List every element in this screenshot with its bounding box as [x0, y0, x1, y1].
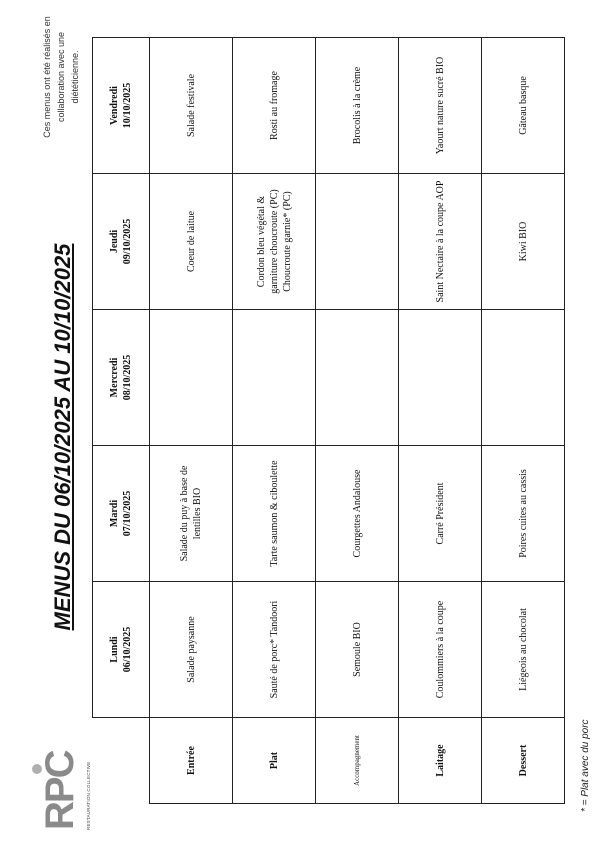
day-name: Jeudi: [109, 229, 120, 254]
course-label: Laitage: [399, 718, 482, 804]
menu-cell: Brocolis à la crème: [316, 38, 399, 174]
menu-cell: Salade festivale: [150, 38, 233, 174]
day-date: 07/10/2025: [122, 490, 133, 537]
pork-footnote: * = Plat avec du porc: [580, 719, 591, 812]
menu-cell: Gâteau basque: [482, 38, 565, 174]
course-label: Dessert: [482, 718, 565, 804]
dietitian-note: Ces menus ont été réalisés en collaboration avec une diététicienne.: [42, 16, 80, 138]
menu-cell: Carré Président: [399, 446, 482, 582]
page-title: MENUS DU 06/10/2025 AU 10/10/2025: [50, 243, 75, 631]
menu-cell: Yaourt nature sucré BIO: [399, 38, 482, 174]
day-header-row: [93, 38, 150, 804]
menu-cell: Tarte saumon & ciboulette: [233, 446, 316, 582]
menu-cell: [233, 310, 316, 446]
course-label: Plat: [233, 718, 316, 804]
day-name: Vendredi: [109, 86, 120, 125]
menu-cell: [399, 310, 482, 446]
menu-cell: Rosti au fromage: [233, 38, 316, 174]
day-header: [93, 446, 150, 582]
day-date: 10/10/2025: [122, 82, 133, 129]
course-row-laitage: [399, 38, 482, 804]
menu-cell: Courgettes Andalouse: [316, 446, 399, 582]
day-date: 08/10/2025: [122, 354, 133, 401]
menu-cell: Salade du puy à base de lentilles BIO: [150, 446, 233, 582]
day-date: 06/10/2025: [122, 626, 133, 673]
course-row-dessert: [482, 38, 565, 804]
logo-text: RPC: [38, 751, 82, 830]
day-name: Lundi: [109, 636, 120, 663]
course-row-entree: [150, 38, 233, 804]
day-header: [93, 38, 150, 174]
course-row-accompagnement: [316, 38, 399, 804]
menu-cell: Semoule BIO: [316, 582, 399, 718]
menu-cell: [316, 174, 399, 310]
menu-cell: Liégeois au chocolat: [482, 582, 565, 718]
menu-cell: Coeur de laitue: [150, 174, 233, 310]
day-name: Mercredi: [109, 357, 120, 398]
menu-table: [92, 37, 565, 804]
menu-cell: Cordon bleu végétal & garniture choucroute (PC) Choucroute garnie* (PC): [233, 174, 316, 310]
menu-cell: Poires cuites au cassis: [482, 446, 565, 582]
day-header: [93, 310, 150, 446]
menu-cell: Sauté de porc* Tandoori: [233, 582, 316, 718]
day-header: [93, 174, 150, 310]
menu-cell: Salade paysanne: [150, 582, 233, 718]
menu-cell: [316, 310, 399, 446]
menu-cell: Coulommiers à la coupe: [399, 582, 482, 718]
menu-cell: Kiwi BIO: [482, 174, 565, 310]
menu-cell: [482, 310, 565, 446]
day-header: [93, 582, 150, 718]
menu-cell: [150, 310, 233, 446]
header-corner: [93, 718, 150, 804]
menu-cell: Saint Nectaire à la coupe AOP: [399, 174, 482, 310]
day-date: 09/10/2025: [122, 218, 133, 265]
course-label: Accompagnement: [316, 718, 399, 804]
course-label: Entrée: [150, 718, 233, 804]
course-row-plat: [233, 38, 316, 804]
day-name: Mardi: [109, 499, 120, 528]
logo-tagline: RESTAURATION COLLECTIVE: [86, 761, 91, 830]
